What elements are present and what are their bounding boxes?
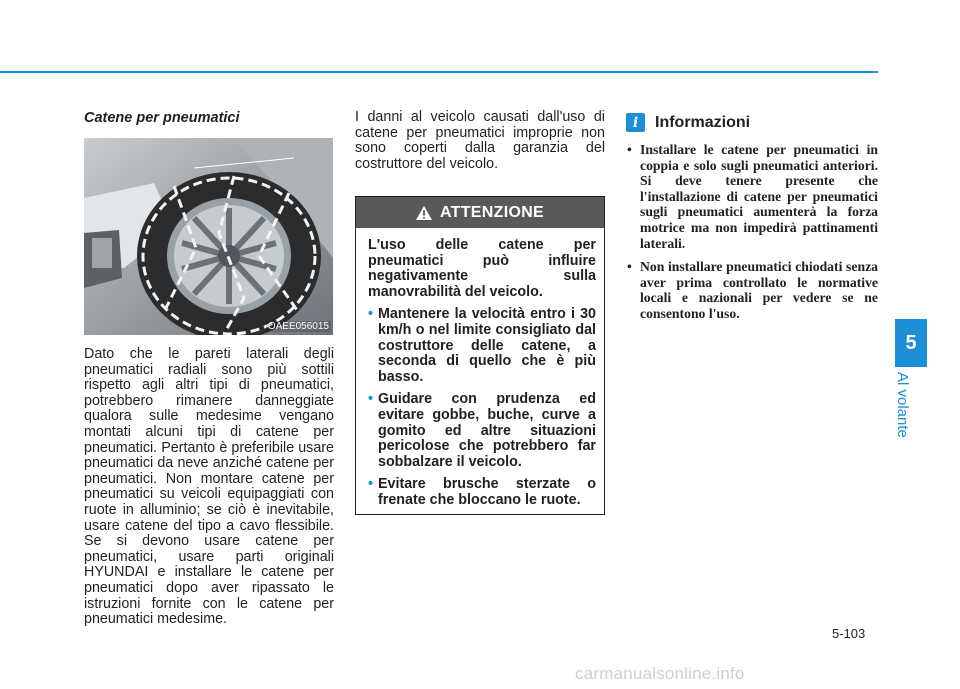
- body-paragraph-2: I danni al veicolo causati dall'uso di catene per pneumatici improprie non sono coperti dalla garanzia del costruttore del veicolo.: [355, 109, 605, 172]
- warning-item: • Mantenere la velocità entro i 30 km/h o nel limite consigliato dal costruttore delle catene, a seconda di quello che è più basso.: [368, 306, 596, 385]
- warning-triangle-icon: [416, 206, 432, 220]
- body-paragraph-1: Dato che le pareti laterali degli pneumatici radiali sono più sottili rispetto agli altri tipi di pneumatici, potrebbero rimanere danneggiate qualora sulle medesime vengano montati alcuni tipi di catene per pneumatici. Pertanto è preferibile usare pneumatici da neve anziché catene per pneumatici. Non montare catene per pneumatici su veicoli equipaggiati con ruote in alluminio; se ciò è inevitabile, usare catene del tipo a cavo flessibile. Se si devono usare catene per pneumatici, usare parti originali HYUNDAI e installare le catene per pneumatici dopo aver ripassato le istruzioni fornite con le catene per pneumatici medesime.: [84, 346, 334, 628]
- bullet-icon: •: [627, 259, 632, 275]
- bullet-dot-icon: •: [368, 306, 374, 323]
- chapter-title: Al volante: [894, 372, 911, 438]
- info-item: • Installare le catene per pneumatici in coppia e solo sugli pneumatici anteriori. Si deve tenere presente che l'installazione di catene per pneumatici sugli pneumatici aumenterà la forza motrice ma non impedirà pattinamenti laterali.: [627, 142, 878, 251]
- warning-body: [356, 228, 604, 509]
- warning-box: [355, 196, 605, 515]
- left-column: [84, 110, 334, 628]
- chapter-number-tab: 5: [895, 319, 927, 367]
- info-heading: [626, 113, 878, 132]
- right-column: [626, 113, 878, 330]
- image-code: OAEE056015: [267, 321, 329, 332]
- bullet-dot-icon: •: [368, 391, 374, 408]
- warning-item: • Evitare brusche sterzate o frenate che bloccano le ruote.: [368, 476, 596, 508]
- warning-title: ATTENZIONE: [439, 203, 545, 221]
- info-item: • Non installare pneumatici chiodati senza aver prima controllato le normative locali e nazionali per vedere se ne consentono l'uso.: [627, 259, 878, 321]
- tire-chain-illustration: [84, 138, 333, 335]
- watermark: carmanualsonline.info: [575, 664, 745, 683]
- info-list: [626, 142, 878, 322]
- header-rule: [0, 71, 878, 73]
- tire-chain-photo: [84, 138, 333, 335]
- info-icon: i: [626, 113, 645, 132]
- warning-list: [368, 307, 596, 508]
- bullet-dot-icon: •: [368, 476, 374, 493]
- warning-header: [356, 197, 604, 228]
- info-title: Informazioni: [655, 113, 751, 131]
- middle-column: [355, 110, 605, 172]
- warning-item: • Guidare con prudenza ed evitare gobbe, buche, curve a gomito ed altre situazioni pericolose che potrebbero far sobbalzare il veicolo.: [368, 391, 596, 470]
- page-number: 5-103: [832, 626, 866, 641]
- bullet-icon: •: [627, 142, 632, 157]
- section-title: Catene per pneumatici: [84, 110, 240, 126]
- warning-intro: L'uso delle catene per pneumatici può influire negativamente sulla manovrabilità del veicolo.: [368, 237, 596, 300]
